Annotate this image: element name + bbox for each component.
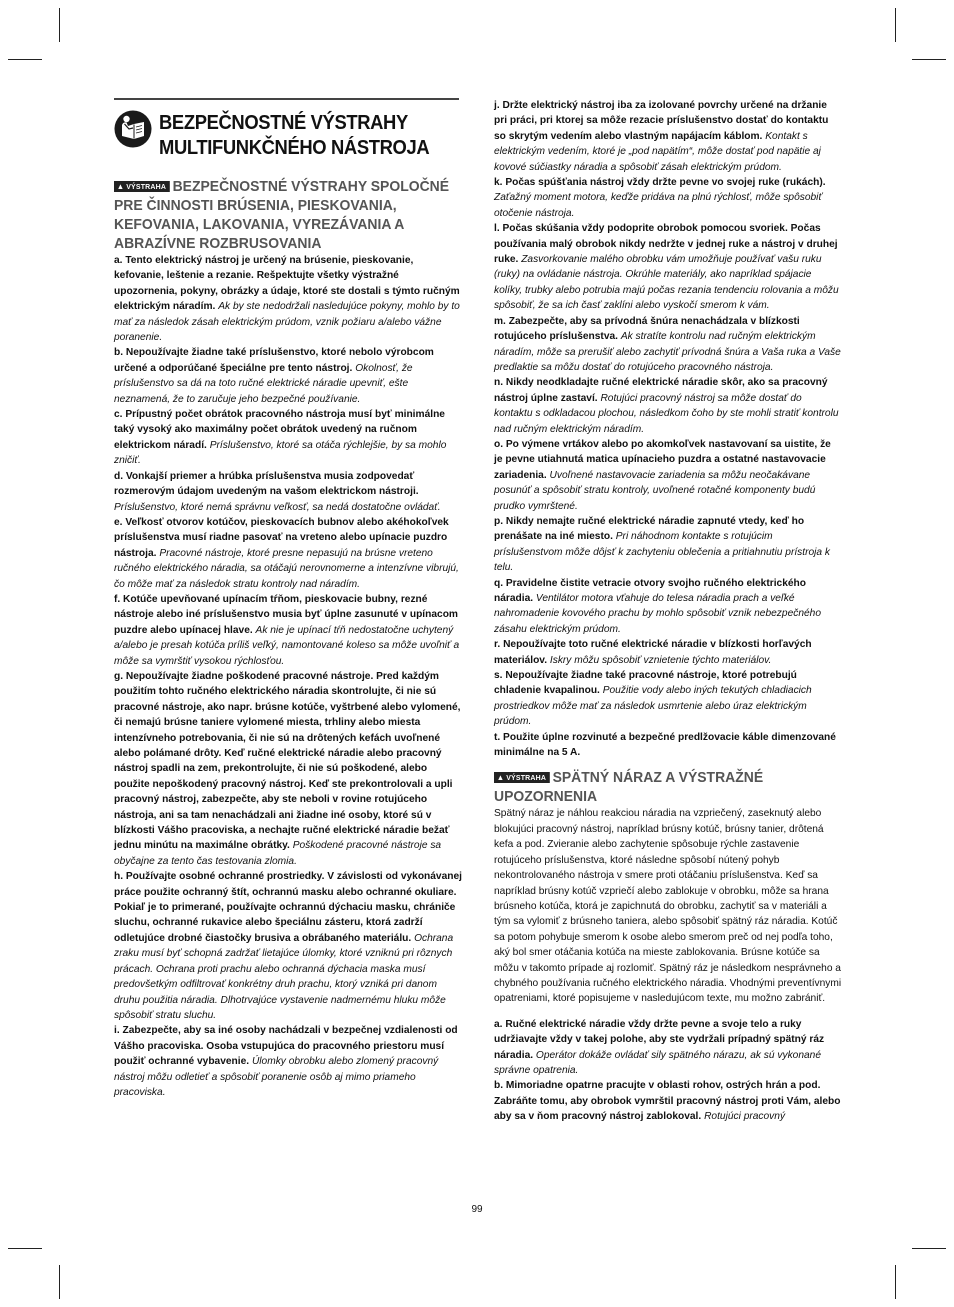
safety-item-explanation: Použitie vody alebo iných tekutých chladiacich prostriedkov môže mať za následok usmrtenie alebo úraz elektrickým prúdom. <box>494 685 812 728</box>
crop-mark <box>59 1265 60 1299</box>
safety-item-explanation: Príslušenstvo, ktoré nemá správnu veľkosť, sa nedá dostatočne ovládať. <box>114 501 441 513</box>
safety-item <box>114 1023 462 1100</box>
safety-item-explanation: Pracovné nástroje, ktoré presne nepasujú na brúsne vreteno ručného elektrického náradia, sa otáčajú nerovnomerne a intenzívne vibrujú, čo môže mať za následok stratu kontroly nad náradím. <box>114 547 459 590</box>
page-title: BEZPEČNOSTNÉ VÝSTRAHY MULTIFUNKČNÉHO NÁSTROJA <box>159 112 430 159</box>
safety-item <box>494 637 842 668</box>
safety-item-explanation: Zaťažný moment motora, keďže pridáva na plnú rýchlosť, môže spôsobiť otočenie nástroja. <box>494 192 823 219</box>
page-number: 99 <box>471 1204 483 1215</box>
safety-item <box>114 253 462 345</box>
safety-item <box>114 345 462 407</box>
safety-item-instruction: p. Nikdy nemajte ručné elektrické náradie zapnuté vtedy, keď ho prenášate na iné miesto. <box>494 515 805 543</box>
safety-item-instruction: f. Kotúče upevňované upínacím tŕňom, pieskovacie bubny, rezné nástroje alebo iné príslušenstvo musia byť úplne zasunuté v upínacom puzdre alebo upínacej hlave. <box>114 593 458 636</box>
safety-item-instruction: c. Prípustný počet obrátok pracovného nástroja musí byť minimálne taký vysoký ako maximálny počet obrátok uvedený na ručnom elektrickom náradí. <box>114 409 445 451</box>
safety-item-explanation: Poškodené pracovné nástroje sa obyčajne za tento čas testovania zlomia. <box>114 840 442 867</box>
crop-mark <box>59 8 60 42</box>
safety-item-instruction: r. Nepoužívajte toto ručné elektrické náradie v blízkosti horľavých materiálov. <box>494 639 812 666</box>
safety-item <box>114 592 462 669</box>
safety-item-instruction: b. Nepoužívajte žiadne také príslušenstvo, ktoré nebolo výrobcom určené a odporúčané špeciálne pre tento nástroj. <box>114 347 434 374</box>
safety-item-instruction: q. Pravidelne čistite vetracie otvory svojho ručného elektrického náradia. <box>494 577 806 604</box>
warning-badge <box>114 181 170 192</box>
kickback-paragraph: Spätný náraz je náhlou reakciou náradia na vzpriečený, zaseknutý alebo blokujúci pracovný nástroj, napríklad brúsny kotúč, brúsny tanier, drôtená kefa a pod. Zvieranie alebo zachytenie spôsobuje rýchle zastavenie rotujúceho príslušenstva, ktoré následne spôsobí nútený pohyb nekontrolovaného nástroja v smere proti otáčaniu príslušenstva. Keď sa napríklad brúsny kotúč vzpriečí alebo zablokuje v obrobku, môže sa hrana brúsneho kotúča, ktorá je zapichnutá do obrobku, zachytiť sa v materiáli a tým sa vylomiť z brúsneho taniera, alebo spôsobiť spätný ráz náradia. Kotúč sa potom pohybuje smerom k osobe alebo smerom preč od nej podľa toho, aký bol smer otáčania kotúča na mieste zablokovania. Brúsne kotúče sa môžu v takomto prípade aj rozlomiť. Spätný ráz je následkom nesprávneho a chybného používania ručného elektrického náradia. Vhodnými preventívnymi opatreniami, ktoré popisujeme v nasledujúcom texte, mu možno zabrániť. <box>494 808 842 1005</box>
safety-item-instruction: g. Nepoužívajte žiadne poškodené pracovné nástroje. Pred každým použitím tohto ručného elektrického náradia skontrolujte, či nie sú pracovné nástroje, ako napr. brúsne kotúče, vyštrbené alebo vylomené, či nemajú brúsne taniere vylomené miesta, trhliny alebo miesta intenzívneho potrebovania, či nie sú na drôtených kefách uvoľnené alebo polámané drôty. Keď ručné elektrické náradie alebo pracovný nástroj spadli na zem, prekontrolujte, či nie sú poškodené, alebo použite nepoškodený pracovný nástroj. Keď ste prekontrolovali a upli pracovný nástroj, zabezpečte, aby ste neboli v rovine rotujúceho nástroja, ani sa tam nenachádzali ani žiadne iné osoby, ktoré sú v blízkosti Vášho pracoviska, a nechajte ručné elektrické náradie bežať jednu minútu na maximálne obrátky. <box>114 670 461 852</box>
safety-item <box>114 407 462 469</box>
safety-item <box>494 221 842 313</box>
safety-manual-book-icon <box>114 110 152 148</box>
safety-item-explanation: Pri náhodnom kontakte s rotujúcim príslušenstvom môže dôjsť k zachyteniu oblečenia a pritiahnutiu prístroja k telu. <box>494 531 830 574</box>
warning-triangle-icon: ▲ <box>496 773 505 783</box>
crop-mark <box>8 59 42 60</box>
safety-item <box>114 669 462 869</box>
safety-item-instruction: m. Zabezpečte, aby sa prívodná šnúra nenachádzala v blízkosti rotujúceho príslušenstva. <box>494 315 800 343</box>
safety-item-explanation: Okolnosť, že príslušenstvo sa dá na toto ručné elektrické náradie upevniť, ešte neznamená, že to zaručuje jeho bezpečné používanie. <box>114 362 413 405</box>
safety-item-instruction: a. Tento elektrický nástroj je určený na brúsenie, pieskovanie, kefovanie, leštenie a rezanie. Rešpektujte všetky výstražné upozornenia, pokyny, obrázky a údaje, ktoré ste dostali s týmto ručným elektrickým náradím. <box>114 255 460 313</box>
safety-item-explanation: Uvoľnené nastavovacie zariadenia sa môžu neočakávane posunúť a spôsobiť stratu kontroly, uvoľnené rotačné komponenty budú prudko vymrštené. <box>494 469 816 512</box>
safety-item-instruction: i. Zabezpečte, aby sa iné osoby nachádzali v bezpečnej vzdialenosti od Vášho pracoviska. Osoba vstupujúca do pracovného priestoru musí použiť ochranné vybavenie. <box>114 1025 458 1068</box>
safety-item-instruction: k. Počas spúšťania nástroj vždy držte pevne vo svojej ruke (rukách). <box>494 177 826 189</box>
safety-item-instruction: e. Veľkosť otvorov kotúčov, pieskovacích bubnov alebo akéhokoľvek príslušenstva musí riadne pasovať na vreteno alebo upínacie puzdro nástroja. <box>114 516 449 559</box>
safety-item-explanation: Úlomky obrobku alebo zlomený pracovný nástroj môžu odletieť a spôsobiť poranenie osôb aj mimo priameho pracoviska. <box>114 1056 439 1098</box>
safety-item <box>494 314 842 376</box>
crop-mark <box>912 59 946 60</box>
safety-item-instruction: h. Používajte osobné ochranné prostriedky. V závislosti od vykonávanej práce použite ochranný štít, ochrannú masku alebo ochranné okuliare. Pokiaľ je to primerané, používajte ochrannú dýchaciu masku, chrániče sluchu, ochranné rukavice alebo špeciálnu zásteru, ktorá zadrží odletujúce drobné čiastočky brusiva a obrábaného materiálu. <box>114 871 462 944</box>
safety-item-instruction: l. Počas skúšania vždy podoprite obrobok pomocou svoriek. Počas používania malý obrobok nikdy nedržte v jednej ruke a nástroj v druhej ruke. <box>494 223 838 266</box>
safety-item-instruction: d. Vonkajší priemer a hrúbka príslušenstva musia zodpovedať rozmerovým údajom uvedeným na vašom elektrickom nástroji. <box>114 470 419 498</box>
section-heading-text: SPÄTNÝ NÁRAZ A VÝSTRAŽNÉ UPOZORNENIA <box>494 769 764 806</box>
crop-mark <box>8 1248 42 1249</box>
safety-item-explanation: Príslušenstvo, ktoré sa otáča rýchlejšie, by sa mohlo zničiť. <box>114 439 447 467</box>
safety-item <box>114 469 462 515</box>
safety-item <box>114 515 462 592</box>
safety-item-explanation: Ak nie je upínací tŕň nedostatočne uchytený a/alebo je presah kotúča príliš veľký, namontované koleso sa môže uvoľniť a môže sa vymrštiť vysokou rýchlosťou. <box>114 624 460 667</box>
safety-item <box>114 869 462 1023</box>
safety-item-instruction: t. Použite úplne rozvinuté a bezpečné predlžovacie káble dimenzované minimálne na 5 A. <box>494 731 836 759</box>
safety-item-instruction: n. Nikdy neodkladajte ručné elektrické náradie skôr, ako sa pracovný nástroj úplne zastaví. <box>494 377 828 404</box>
section-heading-kickback <box>494 768 840 806</box>
title-rule <box>114 98 459 100</box>
safety-item-explanation: Ochrana zraku musí byť schopná zadržať lietajúce úlomky, ktoré vzniknú pri rôznych prácach. Ochrana proti prachu alebo ochranná dýchacia maska musí predovšetkým odfiltrovať konkrétny druh prachu, ktorý vzniká pri danom druhu použitia náradia. Dlhotrvajúce vystavenie nadmernému hluku môže spôsobiť stratu sluchu. <box>114 932 454 1021</box>
safety-item <box>494 668 842 730</box>
safety-item-explanation: Ventilátor motora vťahuje do telesa náradia prach a veľké nahromadenie kovového prachu by mohlo spôsobiť vznik nebezpečného zásahu elektrickým prúdom. <box>494 593 821 635</box>
crop-mark <box>895 1265 896 1299</box>
safety-item <box>494 514 842 576</box>
safety-item <box>494 1017 842 1079</box>
warning-badge-label: VÝSTRAHA <box>506 773 547 783</box>
crop-mark <box>895 8 896 42</box>
title-block <box>114 110 459 166</box>
section-heading-common <box>114 177 460 253</box>
right-item-list <box>494 98 842 760</box>
safety-item-explanation: Kontakt s elektrickým vedením, ktoré je „pod napätím“, môže dostať pod napätie aj kovové súčiastky náradia a spôsobiť zásah elektrickým prúdom. <box>494 130 821 173</box>
safety-item <box>494 730 842 761</box>
section-heading-text: BEZPEČNOSTNÉ VÝSTRAHY SPOLOČNÉ PRE ČINNOSTI BRÚSENIA, PIESKOVANIA, KEFOVANIA, LAKOVANIA, VYREZÁVANIA A ABRAZÍVNE ROZBRUSOVANIA <box>114 178 450 252</box>
warning-badge-label: VÝSTRAHA <box>126 182 167 191</box>
safety-item-instruction: o. Po výmene vrtákov alebo po akomkoľvek nastavovaní sa uistite, že je pevne utiahnutá matica upínacieho puzdra a ostatné nastavovacie zariadenia. <box>494 438 831 481</box>
crop-mark <box>912 1248 946 1249</box>
safety-item-explanation: Ak by ste nedodržali nasledujúce pokyny, mohlo by to mať za následok zásah elektrickým prúdom, vznik požiaru a/alebo vážne poranenie. <box>114 301 460 344</box>
safety-item-instruction: j. Držte elektrický nástroj iba za izolované povrchy určené na držanie pri práci, pri ktorej sa môže rezacie príslušenstvo dostať do kontaktu so skrytým vedením alebo vlastným napájacím káblom. <box>494 100 829 142</box>
safety-item-instruction: s. Nepoužívajte žiadne také pracovné nástroje, ktoré potrebujú chladenie kvapalinou. <box>494 670 797 697</box>
safety-item <box>494 437 842 514</box>
warning-badge <box>494 772 550 783</box>
safety-item <box>494 576 842 638</box>
safety-item <box>494 1078 842 1124</box>
warning-triangle-icon: ▲ <box>116 182 125 191</box>
safety-item <box>494 375 842 437</box>
right-column <box>494 98 842 1125</box>
safety-item-explanation: Ak stratíte kontrolu nad ručným elektrickým náradím, môže sa prerušiť alebo zachytiť prívodná šnúra a Vaša ruka a Vaše predlaktie sa môžu dostať do rotujúceho pracovného nástroja. <box>494 331 841 373</box>
safety-item <box>494 98 842 175</box>
kickback-item-list <box>494 1017 842 1125</box>
left-column <box>114 177 462 1100</box>
safety-item-instruction: a. Ručné elektrické náradie vždy držte pevne a svoje telo a ruky udržiavajte vždy v takej polohe, aby ste vydržali prípadný spätný ráz náradia. <box>494 1018 825 1061</box>
left-item-list <box>114 253 462 1100</box>
safety-item-explanation: Iskry môžu spôsobiť vznietenie týchto materiálov. <box>549 654 772 666</box>
safety-item-explanation: Rotujúci pracovný nástroj sa môže dostať do kontaktu s odkladacou plochou, následkom čoho by ste mohli stratiť kontrolu nad ručným elektrickým náradím. <box>494 392 839 435</box>
safety-item-explanation: Operátor dokáže ovládať sily spätného nárazu, ak sú vykonané správne opatrenia. <box>494 1049 821 1076</box>
safety-item <box>494 175 842 221</box>
safety-item-explanation: Zasvorkovanie malého obrobku vám umožňuje používať vašu ruku (ruky) na ovládanie nástroja. Okrúhle materiály, ako napríklad spájacie kolíky, trubky alebo potrubia majú počas rezania tendenciu rolovania a môžu spôsobiť, že sa ich časť zaklíni alebo vyskočí smerom k vám. <box>494 254 839 312</box>
safety-item-instruction: b. Mimoriadne opatrne pracujte v oblasti rohov, ostrých hrán a pod. Zabráňte tomu, aby obrobok vymrštil pracovný nástroj proti Vám, alebo aby sa v ňom pracovný nástroj zablokoval. <box>494 1080 841 1123</box>
safety-item-explanation: Rotujúci pracovný <box>704 1111 786 1123</box>
